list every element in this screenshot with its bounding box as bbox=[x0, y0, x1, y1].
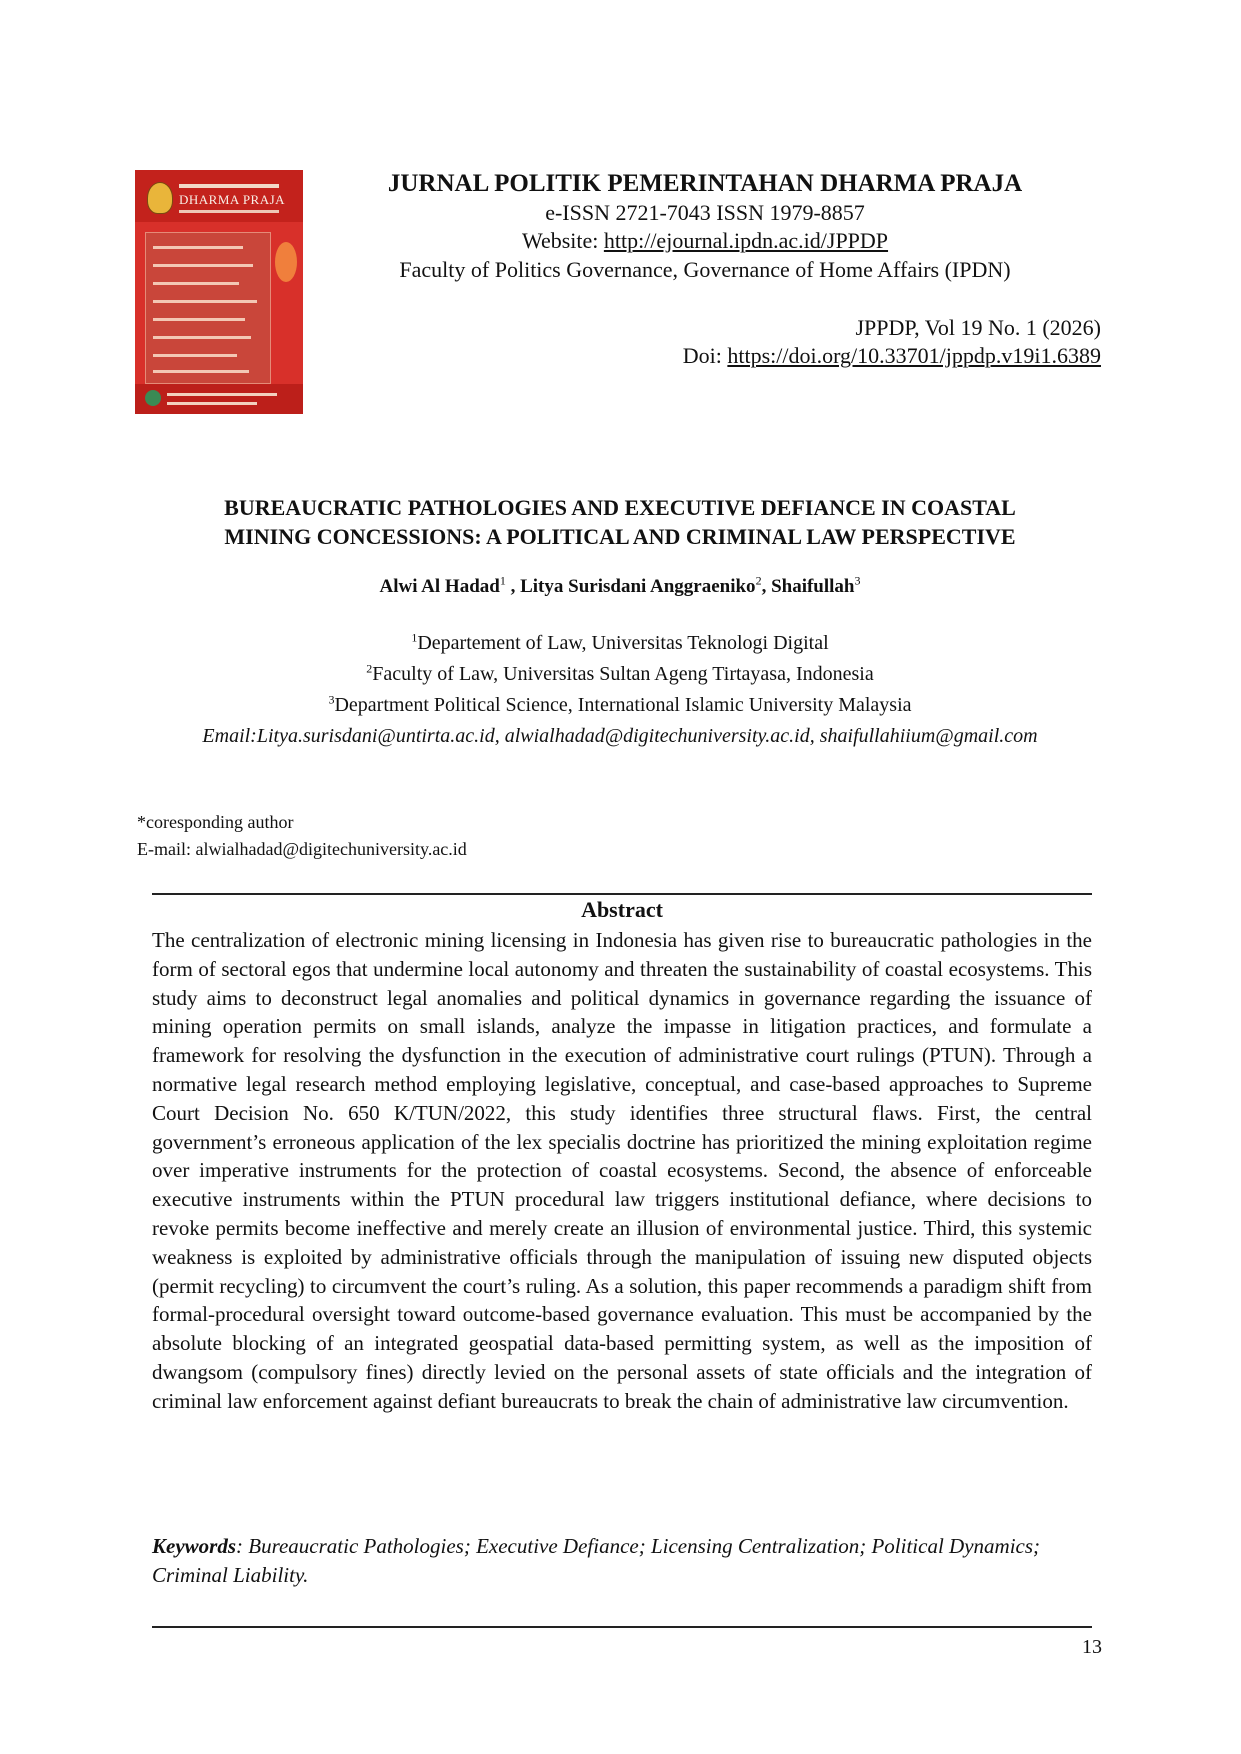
cover-emblem-icon bbox=[147, 182, 173, 214]
doi-link[interactable]: https://doi.org/10.33701/jppdp.v19i1.6389 bbox=[727, 343, 1101, 368]
cover-contents-line bbox=[153, 300, 257, 303]
author-list bbox=[140, 573, 1100, 598]
cover-decoration bbox=[275, 242, 297, 282]
keywords bbox=[152, 1532, 1092, 1590]
cover-logo-icon bbox=[145, 390, 161, 406]
keywords-label: Keywords bbox=[152, 1534, 236, 1558]
author-affiliation-marker: 1 bbox=[499, 573, 506, 588]
cover-contents-line bbox=[153, 318, 245, 321]
cover-contents-line bbox=[153, 336, 251, 339]
keywords-text: : Bureaucratic Pathologies; Executive Defiance; Licensing Centralization; Political Dynamics; Criminal Liability. bbox=[152, 1534, 1041, 1587]
cover-subtitle-text bbox=[179, 210, 279, 213]
abstract-top-rule bbox=[152, 893, 1092, 895]
volume-line: JPPDP, Vol 19 No. 1 (2026) bbox=[855, 315, 1101, 340]
paper-title bbox=[140, 493, 1100, 551]
affiliation-text: Departement of Law, Universitas Teknologi Digital bbox=[417, 632, 829, 654]
author-affiliation-marker: 2 bbox=[755, 573, 762, 588]
affiliation-marker: 3 bbox=[328, 692, 335, 707]
cover-contents-line bbox=[153, 282, 239, 285]
issn-line: e-ISSN 2721-7043 ISSN 1979-8857 bbox=[545, 200, 865, 225]
abstract-bottom-rule bbox=[152, 1626, 1092, 1628]
corresponding-author-email: E-mail: alwialhadad@digitechuniversity.ac.id bbox=[137, 839, 467, 859]
affiliation bbox=[140, 632, 1100, 655]
paper-title-line: BUREAUCRATIC PATHOLOGIES AND EXECUTIVE DEFIANCE IN COASTAL bbox=[224, 495, 1016, 520]
faculty-line: Faculty of Politics Governance, Governance of Home Affairs (IPDN) bbox=[399, 257, 1011, 282]
doi-label: Doi: bbox=[682, 343, 728, 368]
cover-footer-text bbox=[167, 402, 257, 405]
author-separator: , bbox=[505, 576, 521, 597]
cover-contents-line bbox=[153, 354, 237, 357]
journal-name: JURNAL POLITIK PEMERINTAHAN DHARMA PRAJA bbox=[387, 170, 1023, 197]
cover-contents-box bbox=[145, 232, 271, 384]
paper-title-line: MINING CONCESSIONS: A POLITICAL AND CRIMINAL LAW PERSPECTIVE bbox=[224, 524, 1016, 549]
cover-contents-line bbox=[153, 246, 243, 249]
affiliation bbox=[140, 663, 1100, 686]
abstract-body: The centralization of electronic mining licensing in Indonesia has given rise to bureaucratic pathologies in the form of sectoral egos that undermine local autonomy and threaten the sustainability of coastal ecosystems. This study aims to deconstruct legal anomalies and political dynamics in governance regarding the issuance of mining operation permits on small islands, analyze the impasse in litigation practices, and formulate a framework for resolving the dysfunction in the execution of administrative court rulings (PTUN). Through a normative legal research method employing legislative, conceptual, and case-based approaches to Supreme Court Decision No. 650 K/TUN/2022, this study identifies three structural flaws. First, the central government’s erroneous application of the lex specialis doctrine has prioritized the mining exploitation regime over imperative instruments for the protection of coastal ecosystems. Second, the absence of enforceable executive instruments within the PTUN procedural law triggers institutional defiance, where decisions to revoke permits become ineffective and merely create an illusion of environmental justice. Third, this systemic weakness is exploited by administrative officials through the manipulation of issuing new disputed objects (permit recycling) to circumvent the court’s ruling. As a solution, this paper recommends a paradigm shift from formal-procedural oversight toward outcome-based governance evaluation. This must be accompanied by the absolute blocking of an integrated geospatial data-based permitting system, as well as the imposition of dwangsom (compulsory fines) directly levied on the personal assets of state officials and the integration of criminal law enforcement against defiant bureaucrats to break the chain of administrative law circumvention. bbox=[152, 928, 1092, 1413]
page-number: 13 bbox=[1082, 1636, 1102, 1658]
author-separator: , bbox=[761, 576, 772, 597]
cover-footer-text bbox=[167, 393, 277, 396]
author-name: Alwi Al Hadad bbox=[379, 576, 500, 597]
website-line bbox=[340, 228, 1070, 254]
affiliation bbox=[140, 694, 1100, 717]
website-label: Website: bbox=[521, 228, 604, 253]
author-name: Litya Surisdani Anggraeniko bbox=[520, 576, 756, 597]
cover-contents-line bbox=[153, 264, 253, 267]
affiliation-text: Department Political Science, International Islamic University Malaysia bbox=[334, 694, 912, 716]
abstract-heading: Abstract bbox=[581, 897, 663, 922]
author-affiliation-marker: 3 bbox=[854, 573, 861, 588]
cover-small-text bbox=[179, 184, 279, 188]
affiliation-marker: 1 bbox=[411, 630, 418, 645]
author-emails: Email:Litya.surisdani@untirta.ac.id, alwialhadad@digitechuniversity.ac.id, shaifullahiium@gmail.com bbox=[202, 725, 1038, 747]
website-link[interactable]: http://ejournal.ipdn.ac.id/JPPDP bbox=[603, 228, 889, 253]
author-name: Shaifullah bbox=[771, 576, 855, 597]
affiliation-text: Faculty of Law, Universitas Sultan Ageng Tirtayasa, Indonesia bbox=[372, 663, 874, 685]
corresponding-author-label: *coresponding author bbox=[137, 812, 294, 832]
journal-cover-image bbox=[135, 170, 303, 414]
affiliation-marker: 2 bbox=[366, 661, 373, 676]
cover-title: DHARMA PRAJA bbox=[179, 192, 286, 207]
doi-line bbox=[560, 343, 1101, 369]
cover-contents-line bbox=[153, 370, 249, 373]
